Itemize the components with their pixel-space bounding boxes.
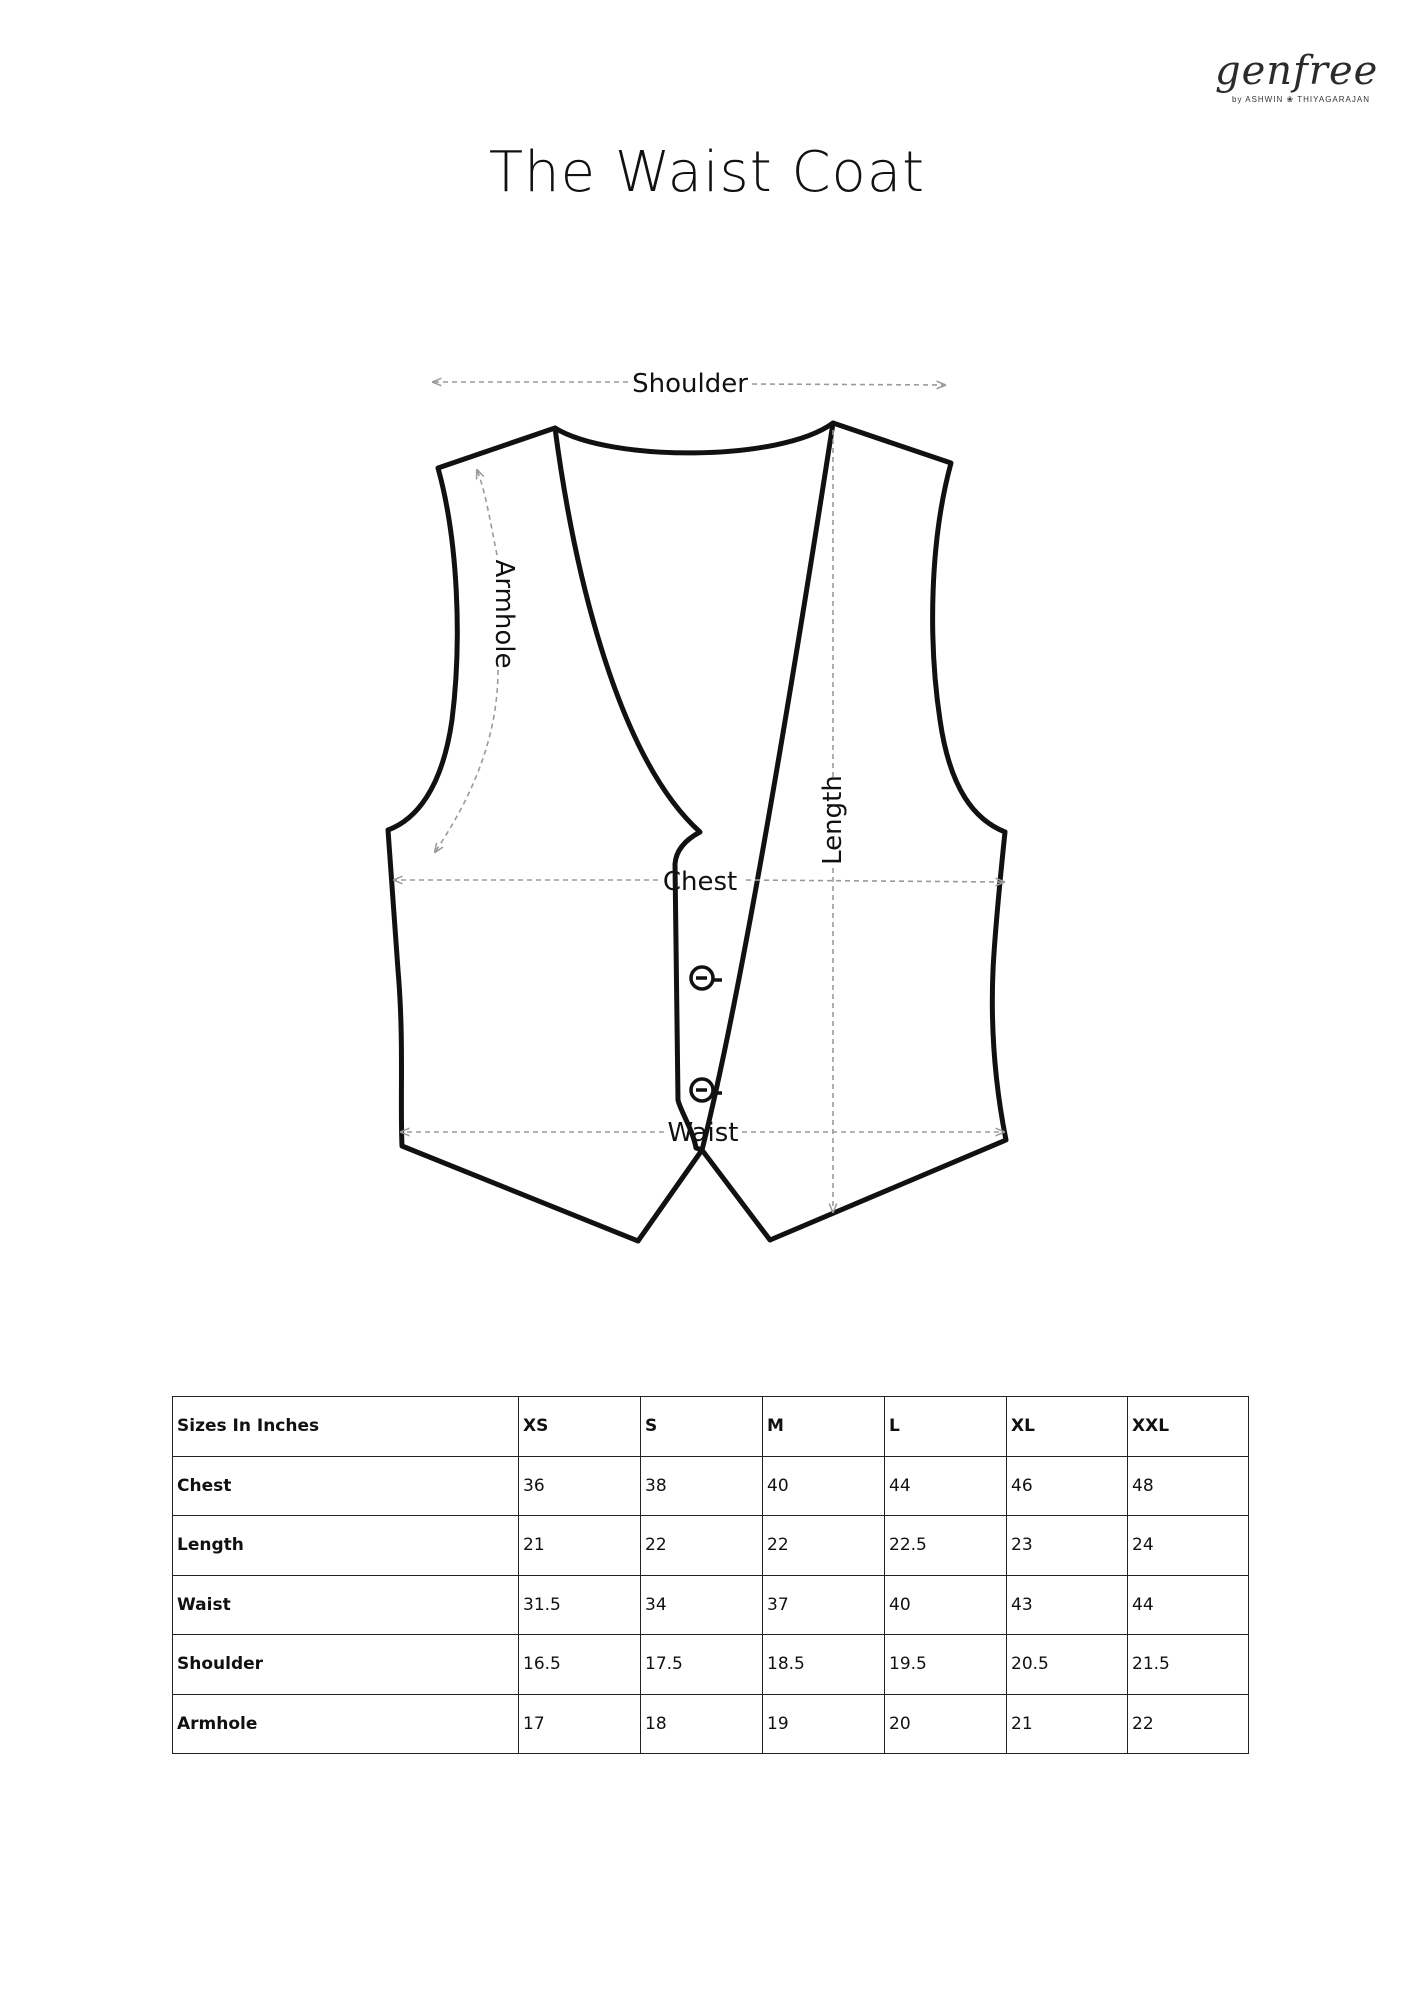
label-chest: Chest	[662, 867, 738, 897]
table-cell: 24	[1128, 1516, 1249, 1576]
header-size-xxl: XXL	[1128, 1397, 1249, 1457]
armhole-line-upper	[477, 470, 497, 555]
table-row	[173, 1516, 1249, 1576]
table-cell: 17	[519, 1694, 641, 1754]
row-label-waist: Waist	[173, 1575, 519, 1635]
table-cell: 40	[885, 1575, 1007, 1635]
table-row	[173, 1456, 1249, 1516]
table-cell: 31.5	[519, 1575, 641, 1635]
table-cell: 19.5	[885, 1635, 1007, 1695]
label-waist: Waist	[667, 1118, 739, 1148]
table-cell: 20.5	[1007, 1635, 1128, 1695]
header-size-l: L	[885, 1397, 1007, 1457]
brand-tagline: by ASHWIN ❀ THIYAGARAJAN	[1232, 95, 1370, 104]
table-cell: 44	[885, 1456, 1007, 1516]
header-size-xs: XS	[519, 1397, 641, 1457]
table-header-row	[173, 1397, 1249, 1457]
table-cell: 22.5	[885, 1516, 1007, 1576]
table-cell: 38	[641, 1456, 763, 1516]
table-cell: 43	[1007, 1575, 1128, 1635]
table-cell: 20	[885, 1694, 1007, 1754]
table-cell: 22	[641, 1516, 763, 1576]
header-sizes-label: Sizes In Inches	[173, 1397, 519, 1457]
header-size-xl: XL	[1007, 1397, 1128, 1457]
label-armhole: Armhole	[489, 559, 519, 669]
table-cell: 37	[763, 1575, 885, 1635]
table-cell: 21	[1007, 1694, 1128, 1754]
size-chart-body	[173, 1397, 1249, 1754]
table-row	[173, 1635, 1249, 1695]
label-length: Length	[818, 775, 848, 865]
vest-right-panel	[702, 423, 1006, 1240]
brand-name: genfree	[1215, 48, 1379, 94]
table-cell: 16.5	[519, 1635, 641, 1695]
shoulder-line-right	[752, 384, 945, 385]
label-shoulder: Shoulder	[632, 369, 748, 399]
table-cell: 48	[1128, 1456, 1249, 1516]
table-row	[173, 1694, 1249, 1754]
header-size-m: M	[763, 1397, 885, 1457]
table-cell: 44	[1128, 1575, 1249, 1635]
table-cell: 21	[519, 1516, 641, 1576]
table-cell: 18.5	[763, 1635, 885, 1695]
table-row	[173, 1575, 1249, 1635]
table-cell: 17.5	[641, 1635, 763, 1695]
button-upper	[691, 967, 722, 989]
vest-neckline	[555, 423, 833, 453]
table-cell: 36	[519, 1456, 641, 1516]
table-cell: 21.5	[1128, 1635, 1249, 1695]
row-label-length: Length	[173, 1516, 519, 1576]
row-label-armhole: Armhole	[173, 1694, 519, 1754]
page-title: The Waist Coat	[488, 140, 926, 205]
table-cell: 40	[763, 1456, 885, 1516]
vest-left-panel	[388, 428, 702, 1241]
table-cell: 46	[1007, 1456, 1128, 1516]
table-cell: 22	[1128, 1694, 1249, 1754]
row-label-shoulder: Shoulder	[173, 1635, 519, 1695]
size-chart-table	[172, 1396, 1249, 1754]
chest-line-right	[746, 880, 1004, 882]
header-size-s: S	[641, 1397, 763, 1457]
table-cell: 19	[763, 1694, 885, 1754]
table-cell: 22	[763, 1516, 885, 1576]
row-label-chest: Chest	[173, 1456, 519, 1516]
table-cell: 18	[641, 1694, 763, 1754]
measurement-lines	[394, 382, 1004, 1212]
table-cell: 23	[1007, 1516, 1128, 1576]
table-cell: 34	[641, 1575, 763, 1635]
